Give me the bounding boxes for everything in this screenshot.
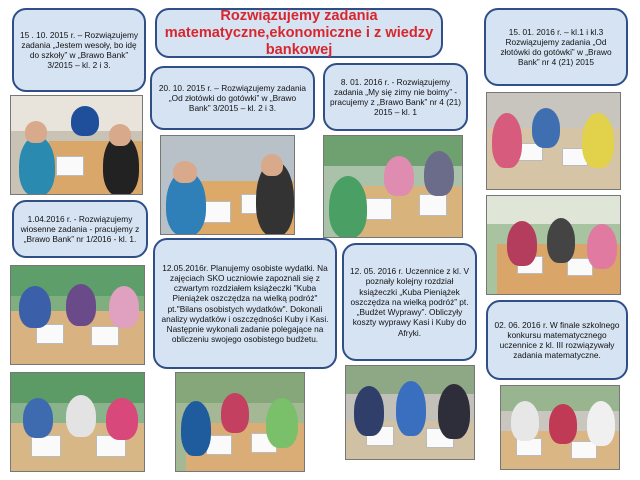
photo-classroom-4	[486, 92, 621, 190]
caption-c7-text: 12. 05. 2016 r. Uczennice z kl. V poznały kolejny rozdział książeczki „Kuba Pieniążek oszczędza na wielką podróż” pt. „Budżet Wyprawy”. Obliczyły koszty wyprawy Kasi i Kuby do Afryki.	[350, 266, 469, 338]
caption-c1	[12, 8, 146, 92]
photo-classroom-3	[323, 135, 463, 238]
caption-c4-text: 15. 01. 2016 r. – kl.1 i kl.3 Rozwiązujemy zadania „Od złotówki do gotówki” w „Brawo Bank” nr 4 (21) 2015	[500, 26, 612, 68]
photo-classroom-2	[160, 135, 295, 235]
photo-classroom-8	[175, 372, 305, 472]
page-title	[155, 8, 443, 58]
photo-classroom-5	[486, 195, 621, 295]
photo-classroom-1	[10, 95, 143, 195]
caption-c6	[153, 238, 337, 369]
photo-classroom-9	[345, 365, 475, 460]
caption-c4	[484, 8, 628, 86]
caption-c2-text: 20. 10. 2015 r. – Rozwiązujemy zadania „Od złotówki do gotówki” w „Brawo Bank” 3/2015 – kl. 2 i 3.	[158, 82, 307, 114]
title-line-2: ekonomiczne i z wiedzy bankowej	[265, 24, 434, 58]
caption-c3-text: 8. 01. 2016 r. - Rozwiązujemy zadania „My się zimy nie boimy” - pracujemy z „Brawo Bank” nr 4 (21) 2015 – kl. 1	[330, 76, 461, 118]
caption-c3	[323, 63, 468, 131]
photo-classroom-7	[10, 372, 145, 472]
caption-c6-text: 12.05.2016r. Planujemy osobiste wydatki. Na zajęciach SKO uczniowie zapoznali się z czwartym rozdziałem książeczki "Kuba Pieniążek oszczędza na wielką podróż" pt."Bilans osobistych wydatków". Dokonali analizy wydatków i oszczędności Kuby i Kasi. Następnie wykonali zadanie polegające na obliczeniu swojego osobistego budżetu.	[161, 262, 329, 345]
caption-c5-text: 1.04.2016 r. - Rozwiązujemy wiosenne zadania - pracujemy z „Brawo Bank” nr 1/2016 - kl. 1.	[20, 213, 140, 245]
photo-classroom-10	[500, 385, 620, 470]
photo-classroom-6	[10, 265, 145, 365]
caption-c1-text: 15 . 10. 2015 r. – Rozwiązujemy zadania „Jestem wesoły, bo idę do szkoły” w „Brawo Bank” 3/2015 – kl. 2 i 3.	[19, 29, 139, 71]
caption-c8	[486, 300, 628, 380]
caption-c2	[150, 66, 315, 130]
title-line-1: Rozwiązujemy zadania matematyczne,	[164, 7, 378, 41]
caption-c7	[342, 243, 477, 361]
caption-c8-text: 02. 06. 2016 r. W finale szkolnego konkursu matematycznego uczennice z kl. III rozwiązywały zadania matematyczne.	[494, 319, 620, 361]
caption-c5	[12, 200, 148, 258]
